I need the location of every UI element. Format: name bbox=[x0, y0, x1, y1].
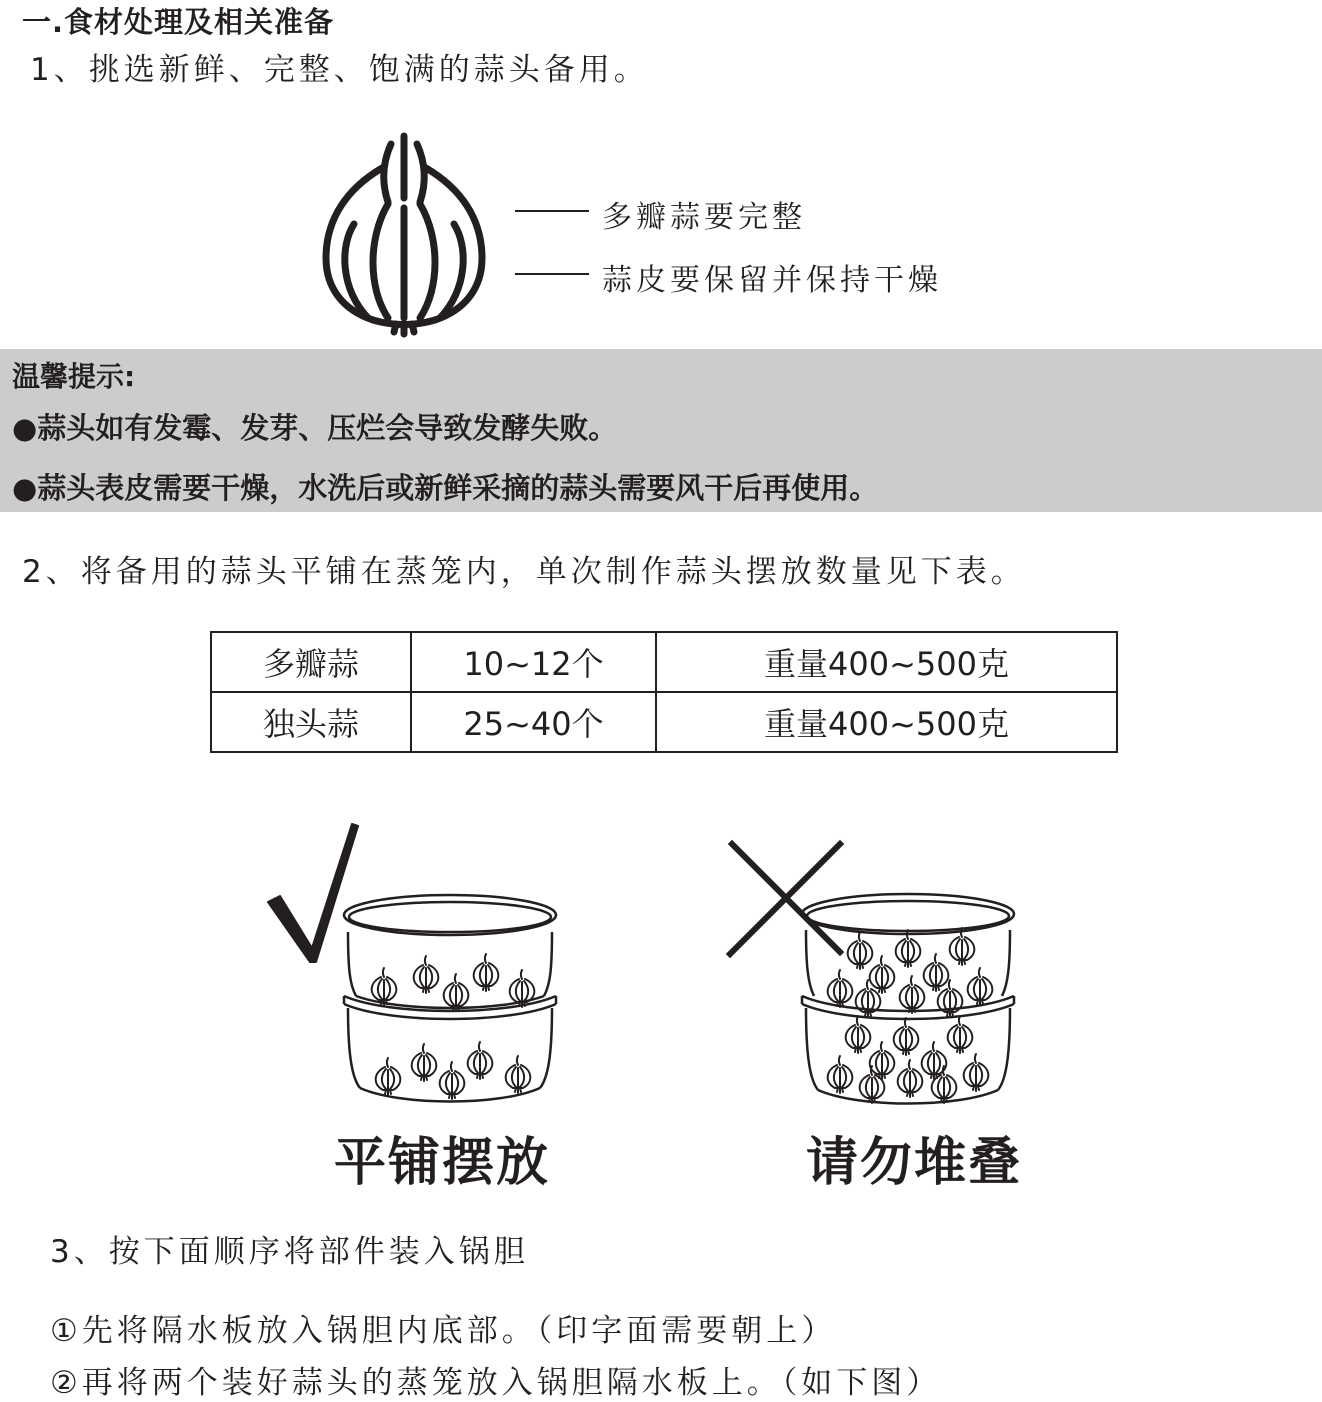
table-row bbox=[211, 692, 1117, 752]
checkmark-icon bbox=[268, 824, 358, 962]
tip-line-2: ●蒜头表皮需要干燥，水洗后或新鲜采摘的蒜头需要风干后再使用。 bbox=[12, 471, 879, 505]
step-2-text: 2、将备用的蒜头平铺在蒸笼内，单次制作蒜头摆放数量见下表。 bbox=[22, 554, 1026, 590]
table-cell: 多瓣蒜 bbox=[211, 632, 411, 692]
tip-line-1: ●蒜头如有发霉、发芽、压烂会导致发酵失败。 bbox=[12, 411, 618, 445]
step-1-text: 1、挑选新鲜、完整、饱满的蒜头备用。 bbox=[30, 52, 649, 88]
table-cell: 25~40个 bbox=[411, 692, 656, 752]
table-cell: 重量400~500克 bbox=[656, 632, 1117, 692]
callout-whole-cloves: 多瓣蒜要完整 bbox=[602, 200, 806, 235]
circled-number-1: ① bbox=[50, 1313, 82, 1349]
cross-icon bbox=[730, 844, 840, 954]
tips-title: 温馨提示: bbox=[12, 360, 136, 393]
wrong-label: 请勿堆叠 bbox=[806, 1133, 1023, 1193]
circled-number-2: ② bbox=[50, 1365, 82, 1401]
table-cell: 独头蒜 bbox=[211, 692, 411, 752]
correct-flat-layout-illustration bbox=[260, 820, 570, 1110]
substep-1 bbox=[50, 1305, 836, 1350]
table-cell: 10~12个 bbox=[411, 632, 656, 692]
wrong-stacked-illustration bbox=[722, 836, 1022, 1111]
section-heading: 一.食材处理及相关准备 bbox=[22, 5, 335, 39]
table-cell: 重量400~500克 bbox=[656, 692, 1117, 752]
callout-leader-line bbox=[515, 210, 589, 212]
callout-leader-line bbox=[515, 273, 589, 275]
garlic-bulb-icon bbox=[318, 128, 490, 340]
callout-dry-skin: 蒜皮要保留并保持干燥 bbox=[602, 263, 942, 298]
substep-1-text: 先将隔水板放入锅胆内底部。（印字面需要朝上） bbox=[81, 1313, 837, 1349]
step-3-text: 3、按下面顺序将部件装入锅胆 bbox=[50, 1234, 529, 1270]
correct-label: 平铺摆放 bbox=[334, 1133, 551, 1193]
substep-2 bbox=[50, 1357, 941, 1402]
table-row bbox=[211, 632, 1117, 692]
quantity-table bbox=[210, 631, 1118, 753]
substep-2-text: 再将两个装好蒜头的蒸笼放入锅胆隔水板上。（如下图） bbox=[81, 1365, 942, 1401]
